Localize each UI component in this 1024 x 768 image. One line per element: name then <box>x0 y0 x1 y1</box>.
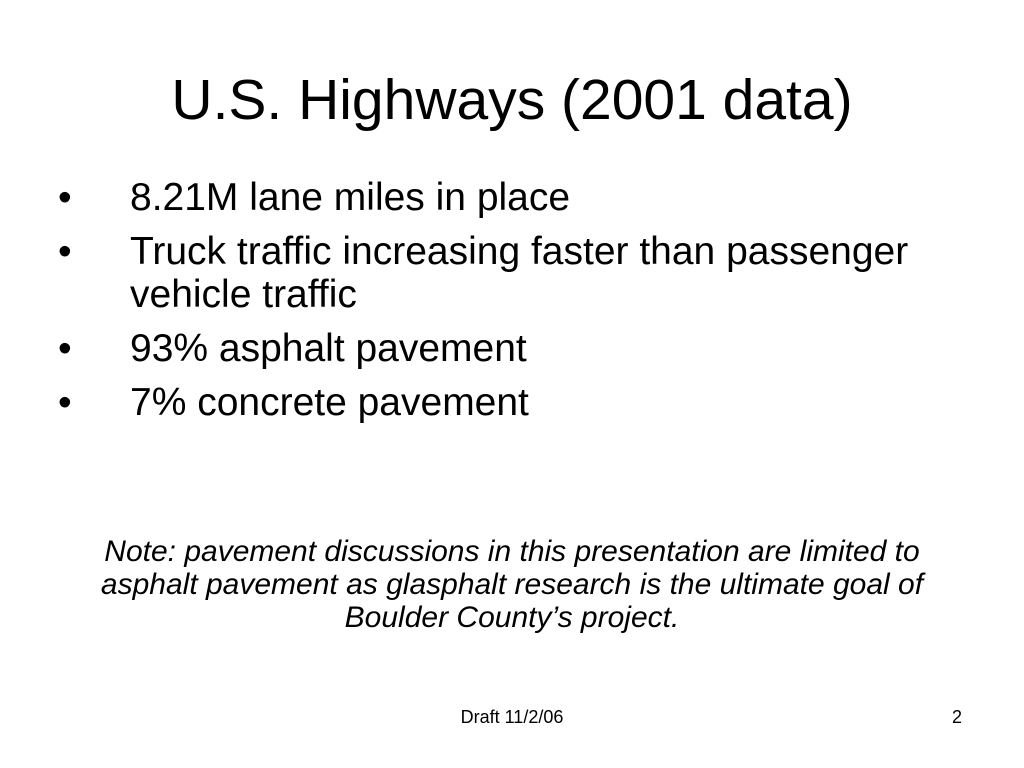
slide-title: U.S. Highways (2001 data) <box>171 68 853 132</box>
bullet-text: 93% asphalt pavement <box>130 327 527 370</box>
bullet-item <box>58 327 958 370</box>
bullet-item <box>58 230 958 316</box>
slide-note: Note: pavement discussions in this presentation are limited to asphalt pavement as glasphalt research is the ultimate goal of Boulder County’s project. <box>100 535 924 634</box>
bullet-marker: • <box>58 327 72 370</box>
page-number: 2 <box>951 707 962 727</box>
bullet-marker: • <box>58 176 72 219</box>
bullet-text: 8.21M lane miles in place <box>130 176 571 219</box>
bullet-item <box>58 176 958 219</box>
bullet-marker: • <box>58 381 72 424</box>
bullet-item <box>58 381 958 424</box>
bullet-marker: • <box>58 230 72 273</box>
bullet-text: 7% concrete pavement <box>130 381 529 424</box>
bullet-text: Truck traffic increasing faster than passenger vehicle traffic <box>130 230 909 316</box>
bullet-list <box>58 176 958 435</box>
footer-draft-label: Draft 11/2/06 <box>460 707 564 727</box>
